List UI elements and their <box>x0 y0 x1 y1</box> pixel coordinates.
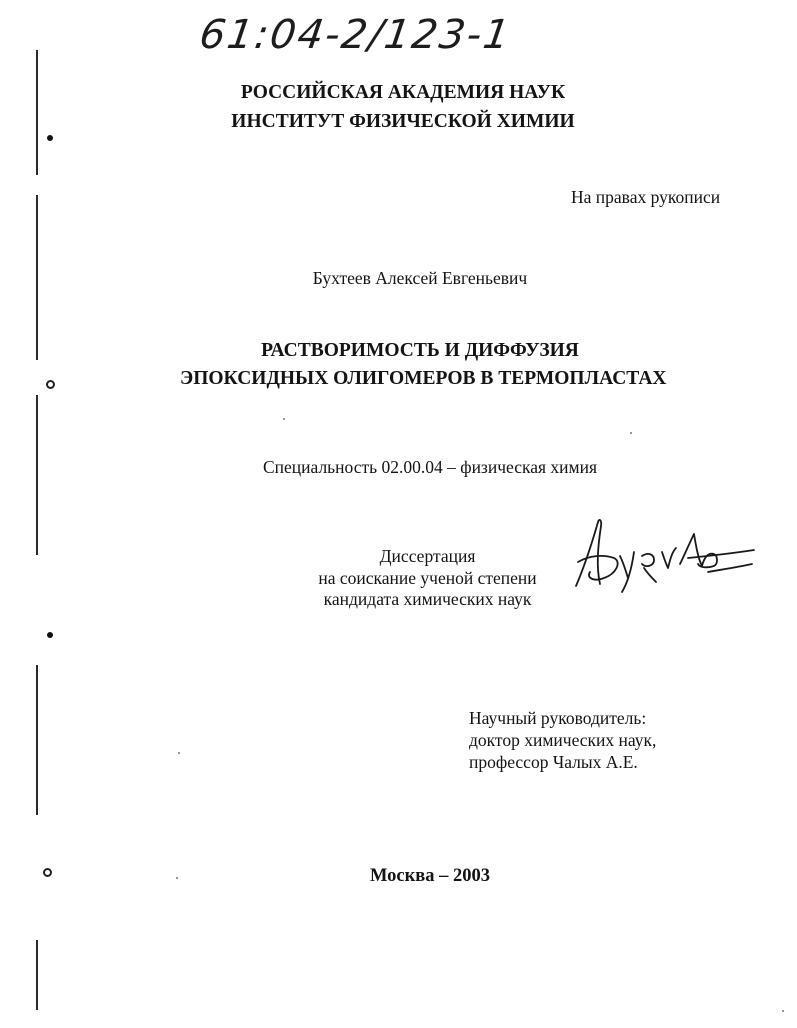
supervisor-degree: доктор химических наук, <box>469 730 657 750</box>
supervisor-label: Научный руководитель: <box>469 708 647 728</box>
manuscript-rights: На правах рукописи <box>571 187 721 207</box>
scan-speck <box>178 752 180 754</box>
institution-academy: РОССИЙСКАЯ АКАДЕМИЯ НАУК <box>240 82 566 103</box>
scan-speck <box>176 877 178 879</box>
scan-speck <box>283 418 285 420</box>
dissertation-title-line2: ЭПОКСИДНЫХ ОЛИГОМЕРОВ В ТЕРМОПЛАСТАХ <box>180 368 667 389</box>
binding-line <box>36 395 38 555</box>
author-signature <box>568 512 758 594</box>
binding-line <box>36 50 38 175</box>
scan-speck <box>782 1010 784 1012</box>
punch-hole-mark <box>47 632 53 638</box>
punch-hole-mark <box>43 868 52 877</box>
binding-line <box>36 940 38 1010</box>
supervisor-name: профессор Чалых А.Е. <box>469 752 638 772</box>
archive-code-handwritten: 61:04-2/123-1 <box>196 12 515 58</box>
specialty: Специальность 02.00.04 – физическая химия <box>262 457 598 477</box>
degree-line3: кандидата химических наук <box>323 589 532 609</box>
binding-line <box>36 665 38 815</box>
punch-hole-mark <box>46 380 55 389</box>
scan-speck <box>630 432 632 434</box>
binding-line <box>36 195 38 360</box>
punch-hole-mark <box>47 135 53 141</box>
author-name: Бухтеев Алексей Евгеньевич <box>312 268 528 288</box>
institution-institute: ИНСТИТУТ ФИЗИЧЕСКОЙ ХИМИИ <box>231 111 575 132</box>
degree-line2: на соискание ученой степени <box>318 568 537 588</box>
dissertation-title-line1: РАСТВОРИМОСТЬ И ДИФФУЗИЯ <box>261 340 579 361</box>
degree-line1: Диссертация <box>379 546 476 566</box>
city-year: Москва – 2003 <box>369 866 491 886</box>
